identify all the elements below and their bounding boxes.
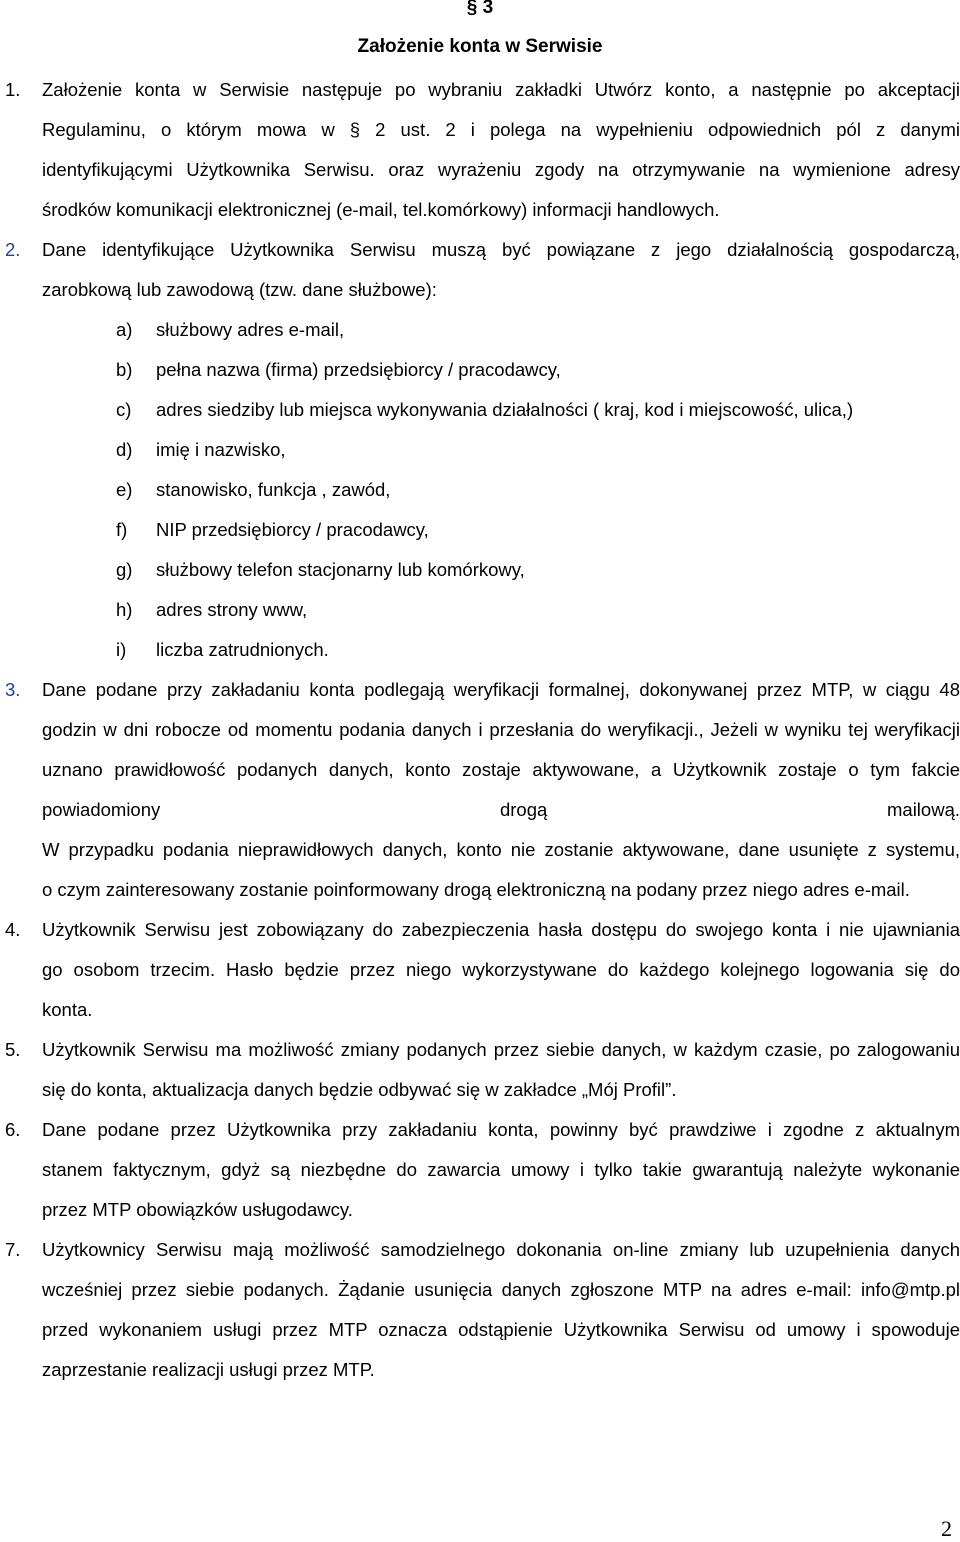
paragraph-line: stanem faktycznym, gdyż są niezbędne do zawarcia umowy i tylko takie gwarantują należyte wykonanie xyxy=(42,1159,960,1180)
paragraph-line: przez MTP obowiązków usługodawcy. xyxy=(42,1199,353,1220)
section-title: Założenie konta w Serwisie xyxy=(357,36,603,57)
item-number: 1. xyxy=(5,79,21,100)
paragraph-line: Regulaminu, o którym mowa w § 2 ust. 2 i polega na wypełnieniu odpowiednich pól z danymi xyxy=(42,119,960,140)
subitem-letter: e) xyxy=(116,479,133,500)
subitem-letter: d) xyxy=(116,439,133,460)
paragraph-line: identyfikującymi Użytkownika Serwisu. oraz wyrażeniu zgody na otrzymywanie na wymienione adresy xyxy=(42,159,960,180)
paragraph-line: środków komunikacji elektronicznej (e-mail, tel.komórkowy) informacji handlowych. xyxy=(42,199,720,220)
subitem-text: imię i nazwisko, xyxy=(156,439,286,460)
subitem-text: służbowy adres e-mail, xyxy=(156,319,345,340)
item-number: 4. xyxy=(5,919,21,940)
subitem-text: liczba zatrudnionych. xyxy=(156,639,329,660)
subitem-letter: h) xyxy=(116,599,133,620)
subitem-text: adres strony www, xyxy=(156,599,308,620)
subitem-text: stanowisko, funkcja , zawód, xyxy=(156,479,391,500)
item-number: 3. xyxy=(5,679,21,700)
paragraph-line: Dane podane przy zakładaniu konta podlegają weryfikacji formalnej, dokonywanej przez MTP, w ciągu 48 xyxy=(42,679,960,700)
subitem-text: służbowy telefon stacjonarny lub komórkowy, xyxy=(156,559,525,580)
paragraph-line: Użytkownik Serwisu jest zobowiązany do zabezpieczenia hasła dostępu do swojego konta i nie ujawniania xyxy=(42,919,960,940)
paragraph-line: go osobom trzecim. Hasło będzie przez niego wykorzystywane do każdego kolejnego logowania się do xyxy=(42,959,960,980)
item-number: 5. xyxy=(5,1039,21,1060)
paragraph-line: zaprzestanie realizacji usługi przez MTP. xyxy=(42,1359,375,1380)
item-number: 2. xyxy=(5,239,21,260)
subitem-text: pełna nazwa (firma) przedsiębiorcy / pracodawcy, xyxy=(156,359,561,380)
subitem-letter: a) xyxy=(116,319,133,340)
paragraph-line: Użytkownik Serwisu ma możliwość zmiany podanych przez siebie danych, w każdym czasie, po zalogowaniu xyxy=(42,1039,960,1060)
item-number: 6. xyxy=(5,1119,21,1140)
paragraph-line: W przypadku podania nieprawidłowych danych, konto nie zostanie aktywowane, dane usunięte z systemu, xyxy=(42,839,960,860)
paragraph-line: konta. xyxy=(42,999,93,1020)
section-sign: § 3 xyxy=(466,0,494,18)
subitem-letter: c) xyxy=(116,399,132,420)
paragraph-line: powiadomiony drogą mailową. xyxy=(42,799,960,820)
paragraph-line: Dane identyfikujące Użytkownika Serwisu muszą być powiązane z jego działalnością gospodarczą, xyxy=(42,239,960,260)
subitem-text: NIP przedsiębiorcy / pracodawcy, xyxy=(156,519,429,540)
paragraph-line: godzin w dni robocze od momentu podania danych i przesłania do weryfikacji., Jeżeli w wyniku tej weryfikacji xyxy=(42,719,960,740)
subitem-letter: b) xyxy=(116,359,133,380)
paragraph-line: zarobkową lub zawodową (tzw. dane służbowe): xyxy=(42,279,437,300)
subitem-letter: f) xyxy=(116,519,128,540)
paragraph-line: wcześniej przez siebie podanych. Żądanie usunięcia danych zgłoszone MTP na adres e-mail: info@mtp.pl xyxy=(42,1279,960,1300)
paragraph-line: Założenie konta w Serwisie następuje po wybraniu zakładki Utwórz konto, a następnie po akceptacji xyxy=(42,79,960,100)
paragraph-line: Dane podane przez Użytkownika przy zakładaniu konta, powinny być prawdziwe i zgodne z aktualnym xyxy=(42,1119,960,1140)
paragraph-line: Użytkownicy Serwisu mają możliwość samodzielnego dokonania on-line zmiany lub uzupełnienia danych xyxy=(42,1239,960,1260)
paragraph-line: się do konta, aktualizacja danych będzie odbywać się w zakładce „Mój Profil”. xyxy=(42,1079,677,1100)
paragraph-line: uznano prawidłowość podanych danych, konto zostaje aktywowane, a Użytkownik zostaje o tym fakcie xyxy=(42,759,960,780)
paragraph-line: o czym zainteresowany zostanie poinformowany drogą elektroniczną na podany przez niego adres e-mail. xyxy=(42,879,910,900)
subitem-letter: i) xyxy=(116,639,127,660)
subitem-letter: g) xyxy=(116,559,133,580)
item-number: 7. xyxy=(5,1239,21,1260)
page-number: 2 xyxy=(941,1516,952,1541)
subitem-text: adres siedziby lub miejsca wykonywania działalności ( kraj, kod i miejscowość, ulica,) xyxy=(156,399,854,420)
paragraph-line: przed wykonaniem usługi przez MTP oznacza odstąpienie Użytkownika Serwisu od umowy i spowoduje xyxy=(42,1319,960,1340)
